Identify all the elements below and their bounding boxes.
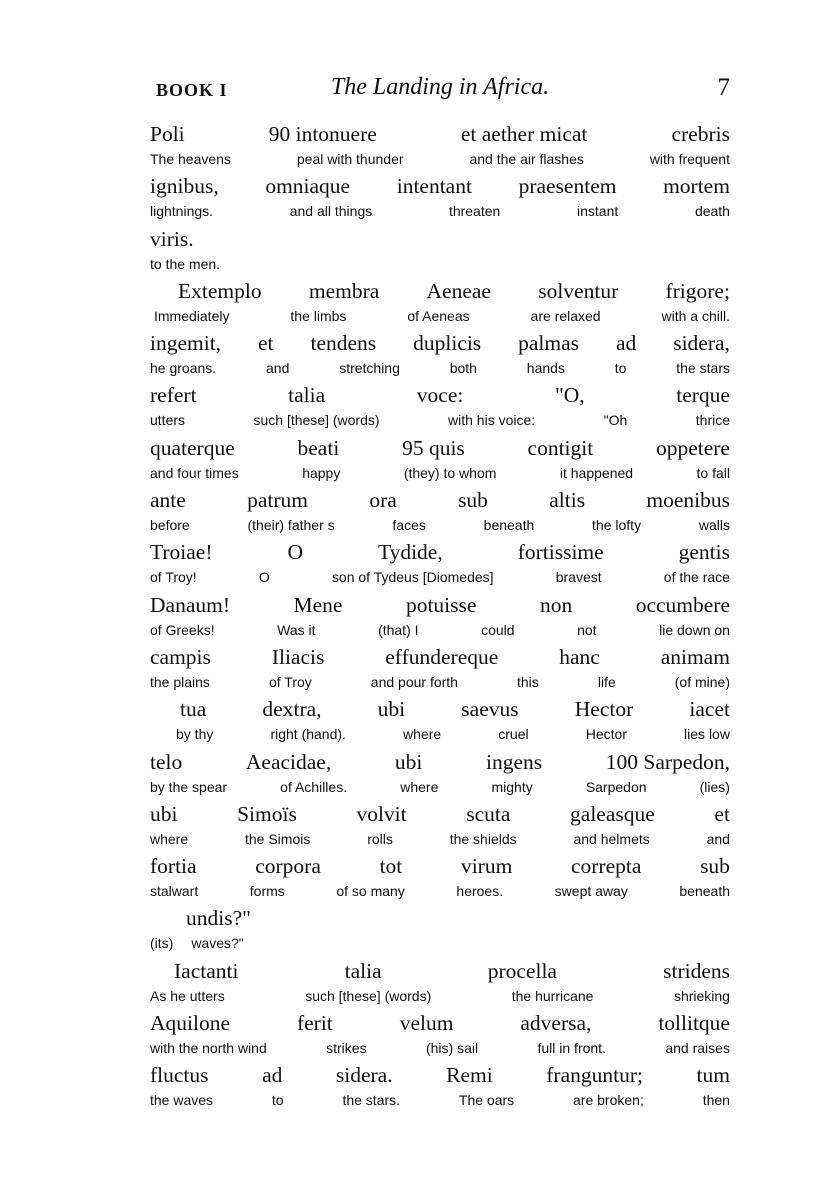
gloss-word: waves?" — [191, 935, 244, 952]
interlinear-line — [150, 227, 730, 279]
latin-word: occumbere — [635, 592, 730, 617]
latin-word: 90 intonuere — [268, 122, 377, 146]
gloss-word: and helmets — [573, 830, 650, 847]
gloss-word: (of mine) — [674, 673, 730, 690]
latin-word: telo — [150, 749, 183, 774]
latin-text-line — [174, 959, 730, 984]
interlinear-line — [150, 436, 730, 488]
english-gloss-line — [150, 1092, 730, 1108]
gloss-word: faces — [392, 517, 426, 534]
latin-word: refert — [150, 383, 197, 408]
latin-word: galeasque — [570, 801, 655, 826]
latin-word: viris. — [150, 226, 194, 251]
latin-text-line — [150, 802, 730, 827]
interlinear-text — [150, 122, 730, 1116]
gloss-word: (their) father s — [247, 517, 335, 534]
latin-word: saevus — [461, 697, 519, 722]
latin-text-line — [150, 331, 730, 356]
latin-word: sidera. — [335, 1063, 393, 1088]
gloss-word: of Aeneas — [407, 307, 470, 324]
latin-text-line — [150, 1063, 730, 1088]
latin-word: talia — [344, 958, 382, 983]
latin-word: ferit — [296, 1011, 333, 1036]
latin-word: Simoïs — [237, 801, 297, 826]
latin-text-line — [180, 697, 730, 722]
latin-word: gentis — [678, 540, 730, 565]
latin-text-line — [150, 436, 730, 461]
gloss-word: (that) I — [378, 621, 419, 638]
gloss-word: then — [702, 1092, 730, 1109]
gloss-word: with his voice: — [448, 412, 536, 429]
gloss-word: beneath — [679, 883, 730, 900]
gloss-word: swept away — [554, 883, 628, 900]
latin-word: tot — [379, 854, 403, 879]
interlinear-line — [150, 540, 730, 592]
gloss-word: to — [614, 360, 627, 377]
gloss-word: with the north wind — [150, 1040, 267, 1057]
latin-text-line — [150, 227, 730, 252]
gloss-word: thrice — [695, 412, 730, 429]
interlinear-line — [150, 697, 730, 749]
latin-word: contigit — [527, 435, 594, 460]
gloss-word: he groans. — [150, 360, 217, 377]
gloss-word: where — [150, 830, 189, 847]
latin-word: tollitque — [658, 1011, 730, 1036]
gloss-word: of Achilles. — [280, 778, 348, 795]
gloss-word: by the spear — [150, 778, 228, 795]
latin-word: mortem — [663, 174, 730, 199]
latin-word: O — [287, 540, 303, 565]
latin-word: ora — [369, 488, 397, 513]
interlinear-line — [150, 122, 730, 174]
latin-word: ad — [262, 1063, 283, 1088]
latin-word: Aquilone — [150, 1011, 231, 1036]
gloss-word: The heavens — [150, 151, 231, 167]
latin-word: Danaum! — [150, 592, 230, 617]
english-gloss-line — [150, 412, 730, 428]
latin-word: ubi — [394, 749, 423, 774]
gloss-word: could — [481, 621, 515, 638]
gloss-word: the stars — [676, 360, 730, 377]
gloss-word: the limbs — [290, 307, 347, 324]
gloss-word: O — [258, 569, 270, 586]
interlinear-line — [150, 750, 730, 802]
gloss-word: life — [597, 673, 616, 690]
english-gloss-line — [150, 883, 730, 899]
gloss-word: rolls — [367, 830, 393, 847]
page-header — [150, 72, 730, 108]
gloss-word: forms — [249, 883, 285, 900]
gloss-word: with a chill. — [661, 307, 730, 324]
gloss-word: and four times — [150, 464, 239, 481]
english-gloss-line — [154, 308, 730, 324]
latin-word: terque — [676, 383, 730, 408]
interlinear-line — [150, 959, 730, 1011]
latin-word: tum — [696, 1063, 730, 1088]
latin-word: virum — [460, 854, 513, 879]
page-number: 7 — [717, 74, 730, 101]
latin-word: oppetere — [655, 435, 730, 460]
latin-word: Troiae! — [150, 540, 213, 565]
english-gloss-line — [150, 622, 730, 638]
gloss-word: strikes — [326, 1040, 367, 1057]
gloss-word: to fall — [696, 464, 730, 481]
latin-word: "O, — [554, 383, 585, 408]
interlinear-line — [150, 383, 730, 435]
gloss-word: (they) to whom — [403, 464, 497, 481]
latin-text-line — [150, 174, 730, 199]
latin-word: stridens — [663, 958, 730, 983]
interlinear-line — [150, 331, 730, 383]
latin-word: voce: — [416, 383, 464, 408]
gloss-word: the plains — [150, 673, 210, 690]
latin-word: franguntur; — [546, 1063, 643, 1088]
latin-word: crebris — [671, 122, 730, 146]
latin-text-line — [150, 122, 730, 147]
gloss-word: by thy — [176, 726, 214, 743]
gloss-word: heroes. — [456, 883, 504, 900]
gloss-word: of Troy! — [150, 569, 197, 586]
latin-word: effundereque — [385, 644, 499, 669]
latin-word: fluctus — [150, 1063, 209, 1088]
gloss-word: this — [517, 673, 539, 690]
latin-text-line — [150, 540, 730, 565]
gloss-word: (lies) — [699, 778, 730, 795]
latin-text-line — [186, 906, 730, 931]
gloss-word: (its) — [150, 935, 174, 952]
latin-word: ignibus, — [150, 174, 219, 199]
gloss-word: shrieking — [673, 987, 730, 1004]
interlinear-line — [150, 854, 730, 906]
latin-word: tendens — [310, 331, 377, 356]
latin-word: et — [714, 801, 730, 826]
latin-word: Poli — [150, 122, 185, 146]
gloss-word: (his) sail — [425, 1040, 479, 1057]
latin-text-line — [150, 854, 730, 879]
latin-text-line — [178, 279, 730, 304]
interlinear-line — [150, 645, 730, 697]
gloss-word: the waves — [150, 1092, 214, 1109]
gloss-word: before — [150, 517, 190, 534]
latin-word: Aeneae — [426, 278, 491, 303]
gloss-word: and raises — [665, 1040, 730, 1057]
english-gloss-line — [150, 465, 730, 481]
latin-word: hanc — [559, 644, 600, 669]
latin-word: fortia — [150, 854, 197, 879]
latin-word: iacet — [689, 697, 730, 722]
latin-word: solventur — [538, 278, 619, 303]
book-label: BOOK I — [156, 80, 228, 100]
latin-word: ante — [150, 488, 186, 513]
latin-word: volvit — [356, 801, 407, 826]
latin-word: Aeacidae, — [245, 749, 332, 774]
latin-word: ingens — [486, 749, 543, 774]
latin-word: ad — [615, 331, 637, 356]
gloss-word: lies low — [684, 726, 730, 743]
latin-word: Iliacis — [271, 644, 325, 669]
latin-word: Hector — [574, 697, 634, 722]
gloss-word: lie down on — [659, 621, 730, 638]
latin-word: Remi — [446, 1063, 493, 1088]
gloss-word: instant — [577, 203, 619, 220]
gloss-word: threaten — [448, 203, 501, 220]
gloss-word: to the men. — [150, 255, 221, 272]
latin-text-line — [150, 750, 730, 775]
latin-word: Mene — [293, 592, 343, 617]
latin-word: ubi — [377, 697, 406, 722]
english-gloss-line — [150, 360, 730, 376]
gloss-word: death — [694, 203, 730, 220]
gloss-word: and the air flashes — [469, 151, 584, 167]
gloss-word: happy — [302, 464, 341, 481]
latin-word: sub — [458, 488, 488, 513]
page-title: The Landing in Africa. — [330, 74, 550, 100]
latin-word: moenibus — [646, 488, 730, 513]
latin-word: scuta — [466, 801, 511, 826]
gloss-word: where — [403, 726, 442, 743]
latin-word: campis — [150, 644, 211, 669]
english-gloss-line — [150, 831, 730, 847]
gloss-word: Was it — [277, 621, 316, 638]
latin-word: ubi — [150, 801, 178, 826]
latin-word: intentant — [396, 174, 472, 199]
latin-word: et aether micat — [460, 122, 588, 146]
gloss-word: Hector — [585, 726, 627, 743]
gloss-word: and pour forth — [370, 673, 458, 690]
latin-word: velum — [399, 1011, 454, 1036]
latin-word: talia — [288, 383, 326, 408]
gloss-word: mighty — [491, 778, 533, 795]
latin-word: animam — [660, 644, 730, 669]
latin-word: altis — [549, 488, 586, 513]
interlinear-line — [150, 593, 730, 645]
latin-word: omniaque — [265, 174, 351, 199]
latin-word: Iactanti — [174, 958, 239, 983]
latin-text-line — [150, 1011, 730, 1036]
latin-word: sub — [700, 854, 730, 879]
interlinear-line — [150, 488, 730, 540]
latin-word: dextra, — [262, 697, 322, 722]
gloss-word: the lofty — [592, 517, 642, 534]
gloss-word: peal with thunder — [296, 151, 404, 167]
latin-word: praesentem — [518, 174, 617, 199]
gloss-word: it happened — [559, 464, 634, 481]
gloss-word: such [these] (words) — [305, 987, 432, 1004]
interlinear-line — [150, 1011, 730, 1063]
gloss-word: of Troy — [268, 673, 312, 690]
latin-word: Extemplo — [178, 278, 262, 303]
english-gloss-line — [150, 256, 730, 272]
gloss-word: not — [577, 621, 597, 638]
interlinear-line — [150, 802, 730, 854]
latin-word: corpora — [255, 854, 321, 879]
gloss-word: with frequent — [649, 151, 730, 167]
gloss-word: utters — [150, 412, 186, 429]
gloss-word: the hurricane — [511, 987, 594, 1004]
english-gloss-line — [150, 1040, 730, 1056]
latin-word: palmas — [518, 331, 580, 356]
latin-word: membra — [308, 278, 380, 303]
english-gloss-line — [150, 779, 730, 795]
latin-text-line — [150, 383, 730, 408]
gloss-word: stalwart — [150, 883, 199, 900]
latin-word: et — [258, 331, 274, 356]
gloss-word: and all things — [289, 203, 373, 220]
latin-word: correpta — [570, 854, 642, 879]
gloss-word: and — [266, 360, 290, 377]
latin-word: fortissime — [517, 540, 604, 565]
gloss-word: of the race — [663, 569, 730, 586]
latin-word: patrum — [247, 488, 309, 513]
gloss-word: The oars — [458, 1092, 515, 1109]
gloss-word: son of Tydeus [Diomedes] — [331, 569, 494, 586]
english-gloss-line — [150, 674, 730, 690]
gloss-word: bravest — [555, 569, 602, 586]
english-gloss-line — [150, 151, 730, 167]
latin-word: procella — [487, 958, 557, 983]
latin-text-line — [150, 645, 730, 670]
gloss-word: As he utters — [150, 987, 225, 1004]
gloss-word: and — [706, 830, 730, 847]
latin-word: undis?" — [186, 906, 251, 931]
gloss-word: Immediately — [154, 307, 230, 324]
gloss-word: of so many — [336, 883, 405, 900]
gloss-word: "Oh — [603, 412, 628, 429]
gloss-word: cruel — [498, 726, 529, 743]
gloss-word: where — [400, 778, 439, 795]
latin-word: 95 quis — [402, 435, 465, 460]
latin-word: Tydide, — [377, 540, 443, 565]
gloss-word: the shields — [449, 830, 517, 847]
interlinear-line — [150, 279, 730, 331]
english-gloss-line — [150, 988, 730, 1004]
latin-word: potuisse — [405, 592, 477, 617]
gloss-word: the stars. — [342, 1092, 401, 1109]
english-gloss-line — [150, 203, 730, 219]
gloss-word: both — [449, 360, 477, 377]
latin-word: non — [539, 592, 573, 617]
gloss-word: stretching — [339, 360, 400, 377]
latin-word: 100 Sarpedon, — [605, 749, 730, 774]
gloss-word: lightnings. — [150, 203, 214, 220]
latin-word: frigore; — [665, 278, 730, 303]
latin-text-line — [150, 593, 730, 618]
gloss-word: are relaxed — [530, 307, 601, 324]
gloss-word: beneath — [483, 517, 535, 534]
gloss-word: full in front. — [537, 1040, 606, 1057]
latin-word: duplicis — [413, 331, 482, 356]
gloss-word: right (hand). — [270, 726, 346, 743]
latin-word: sidera, — [673, 331, 730, 356]
gloss-word: the Simois — [244, 830, 311, 847]
gloss-word: hands — [526, 360, 565, 377]
gloss-word: of Greeks! — [150, 621, 215, 638]
gloss-word: Sarpedon — [585, 778, 647, 795]
interlinear-line — [150, 1063, 730, 1115]
gloss-word: walls — [698, 517, 730, 534]
latin-word: beati — [297, 435, 340, 460]
english-gloss-line — [176, 726, 730, 742]
english-gloss-line — [150, 569, 730, 585]
english-gloss-line — [150, 935, 730, 951]
gloss-word: such [these] (words) — [253, 412, 380, 429]
latin-word: adversa, — [520, 1011, 592, 1036]
latin-word: tua — [180, 697, 207, 722]
gloss-word: are broken; — [573, 1092, 644, 1109]
latin-text-line — [150, 488, 730, 513]
interlinear-line — [150, 906, 730, 958]
latin-word: ingemit, — [150, 331, 222, 356]
gloss-word: to — [271, 1092, 284, 1109]
english-gloss-line — [150, 517, 730, 533]
interlinear-line — [150, 174, 730, 226]
latin-word: quaterque — [150, 435, 235, 460]
